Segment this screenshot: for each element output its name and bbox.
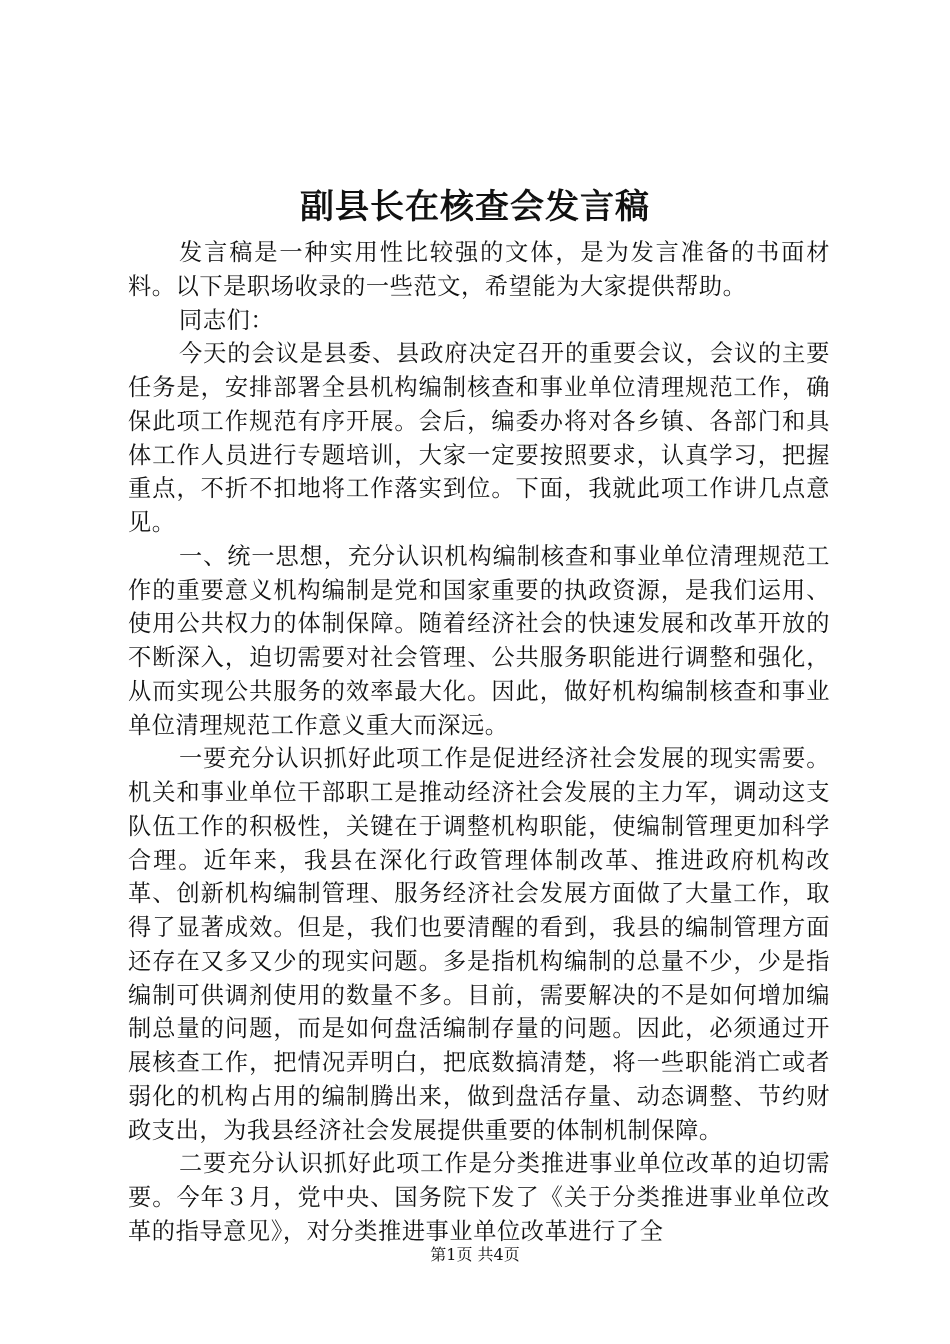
document-title: 副县长在核查会发言稿: [300, 187, 650, 227]
paragraph-intro: 发言稿是一种实用性比较强的文体，是为发言准备的书面材料。以下是职场收录的一些范文，希望能为大家提供帮助。: [128, 239, 830, 300]
document-body: [128, 236, 830, 1249]
paragraph-point-one: 一要充分认识抓好此项工作是促进经济社会发展的现实需要。机关和事业单位干部职工是推动经济社会发展的主力军，调动这支队伍工作的积极性，关键在于调整机构职能，使编制管理更加科学合理。近年来，我县在深化行政管理体制改革、推进政府机构改革、创新机构编制管理、服务经济社会发展方面做了大量工作，取得了显著成效。但是，我们也要清醒的看到，我县的编制管理方面还存在又多又少的现实问题。多是指机构编制的总量不少，少是指编制可供调剂使用的数量不多。目前，需要解决的不是如何增加编制总量的问题，而是如何盘活编制存量的问题。因此，必须通过开展核查工作，把情况弄明白，把底数搞清楚，将一些职能消亡或者弱化的机构占用的编制腾出来，做到盘活存量、动态调整、节约财政支出，为我县经济社会发展提供重要的体制机制保障。: [128, 745, 830, 1144]
paragraph-section-one: 一、统一思想，充分认识机构编制核查和事业单位清理规范工作的重要意义机构编制是党和国家重要的执政资源，是我们运用、使用公共权力的体制保障。随着经济社会的快速发展和改革开放的不断深入，迫切需要对社会管理、公共服务职能进行调整和强化，从而实现公共服务的效率最大化。因此，做好机构编制核查和事业单位清理规范工作意义重大而深远。: [128, 542, 830, 739]
paragraph-point-two: 二要充分认识抓好此项工作是分类推进事业单位改革的迫切需要。今年３月，党中央、国务院下发了《关于分类推进事业单位改革的指导意见》，对分类推进事业单位改革进行了全: [128, 1150, 830, 1245]
page-number-footer: 第1页 共4页: [430, 1245, 520, 1264]
paragraph-salutation: 同志们：: [179, 306, 275, 334]
paragraph-opening: 今天的会议是县委、县政府决定召开的重要会议，会议的主要任务是，安排部署全县机构编制核查和事业单位清理规范工作，确保此项工作规范有序开展。会后，编委办将对各乡镇、各部门和具体工作人员进行专题培训，大家一定要按照要求，认真学习，把握重点，不折不扣地将工作落实到位。下面，我就此项工作讲几点意见。: [128, 340, 830, 536]
